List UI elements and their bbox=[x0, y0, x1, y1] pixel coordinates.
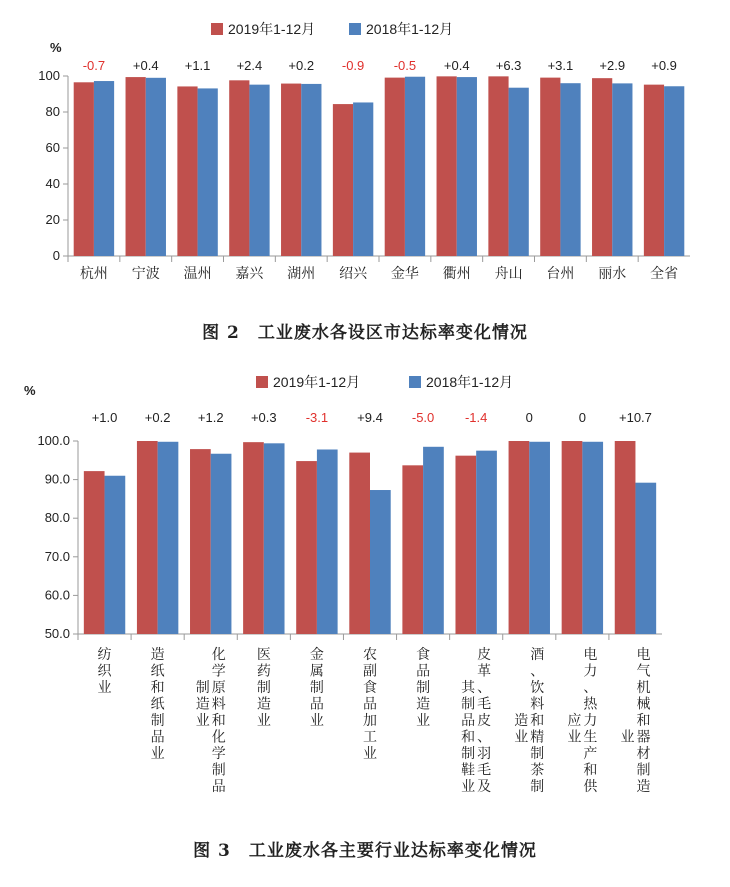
y-tick-label-4: 80 bbox=[45, 104, 60, 119]
y-tick-label-0: 0 bbox=[52, 248, 60, 263]
legend-label-2: 2018年1-12月 bbox=[366, 21, 454, 37]
y-axis-unit: % bbox=[24, 383, 36, 398]
y-tick-label-2: 70.0 bbox=[44, 548, 70, 564]
chart-wastewater-by-industry bbox=[0, 360, 730, 860]
data-label-9: +3.1 bbox=[547, 58, 574, 73]
data-label-0: +1.0 bbox=[91, 410, 118, 425]
bar-s2-1 bbox=[158, 442, 179, 634]
x-tick-label-4-col0: 金属制品业 bbox=[309, 647, 324, 729]
x-tick-label-1: 宁波 bbox=[131, 266, 160, 282]
bar-s2-0 bbox=[105, 476, 126, 634]
bar-s2-0 bbox=[94, 81, 114, 256]
x-tick-label-5: 绍兴 bbox=[339, 266, 368, 282]
data-label-2: +1.2 bbox=[197, 410, 224, 425]
data-label-6: -5.0 bbox=[411, 410, 435, 425]
bar-s1-3 bbox=[243, 442, 264, 634]
bar-s1-4 bbox=[296, 461, 317, 634]
data-label-5: -0.9 bbox=[341, 58, 365, 73]
data-label-3: +2.4 bbox=[236, 58, 263, 73]
data-label-5: +9.4 bbox=[357, 410, 383, 425]
bar-s2-4 bbox=[317, 449, 338, 634]
bar-s2-11 bbox=[664, 86, 684, 256]
data-label-3: +0.3 bbox=[250, 410, 277, 425]
x-tick-label-5-col0: 农副食品加工业 bbox=[363, 647, 377, 762]
x-tick-label-8: 舟山 bbox=[494, 266, 523, 282]
bar-s1-0 bbox=[74, 82, 94, 256]
x-tick-label-6-col0: 食品制造业 bbox=[416, 647, 431, 729]
data-label-4: -3.1 bbox=[305, 410, 329, 425]
data-label-8: 0 bbox=[525, 410, 533, 425]
bar-s1-11 bbox=[644, 85, 664, 256]
legend-label-1: 2019年1-12月 bbox=[273, 374, 361, 390]
y-tick-label-1: 20 bbox=[45, 212, 60, 227]
x-tick-label-10-col0: 电气机械和器材制造 bbox=[636, 647, 651, 795]
y-axis-unit: % bbox=[50, 40, 62, 55]
bar-s2-3 bbox=[249, 85, 269, 256]
data-label-8: +6.3 bbox=[495, 58, 522, 73]
bar-s2-5 bbox=[353, 102, 373, 256]
bar-s1-2 bbox=[177, 86, 197, 256]
x-tick-label-10: 丽水 bbox=[598, 266, 627, 282]
x-tick-label-10-col1: 业 bbox=[620, 729, 635, 746]
data-label-11: +0.9 bbox=[651, 58, 677, 73]
y-tick-label-0: 50.0 bbox=[44, 626, 70, 641]
bar-s1-3 bbox=[229, 80, 249, 256]
x-tick-label-2: 温州 bbox=[183, 266, 212, 282]
data-label-10: +10.7 bbox=[619, 410, 652, 425]
data-label-10: +2.9 bbox=[599, 58, 626, 73]
x-tick-label-9-col1: 应业 bbox=[567, 713, 582, 746]
bar-s2-3 bbox=[264, 443, 285, 634]
bar-s1-4 bbox=[281, 84, 301, 256]
x-tick-label-11: 全省 bbox=[650, 266, 679, 282]
bar-s2-8 bbox=[529, 442, 550, 634]
x-tick-label-9: 台州 bbox=[546, 266, 575, 282]
data-label-1: +0.2 bbox=[144, 410, 171, 425]
bar-s2-2 bbox=[198, 88, 218, 256]
bar-s1-9 bbox=[562, 441, 583, 634]
legend-swatch-1 bbox=[256, 376, 268, 388]
y-tick-label-3: 60 bbox=[45, 140, 60, 155]
data-label-1: +0.4 bbox=[132, 58, 159, 73]
data-label-0: -0.7 bbox=[82, 58, 106, 73]
bar-s2-1 bbox=[146, 78, 166, 256]
bar-s2-9 bbox=[560, 83, 580, 256]
x-tick-label-3: 嘉兴 bbox=[235, 266, 264, 282]
y-tick-label-5: 100 bbox=[38, 68, 60, 83]
bar-s2-10 bbox=[612, 83, 632, 256]
legend-swatch-2 bbox=[409, 376, 421, 388]
bar-s1-9 bbox=[540, 78, 560, 256]
x-tick-label-0-col0: 纺织业 bbox=[97, 647, 112, 696]
bar-s2-2 bbox=[211, 454, 232, 634]
bar-s1-5 bbox=[333, 104, 353, 256]
bar-s2-8 bbox=[509, 88, 529, 256]
bar-s1-1 bbox=[126, 77, 146, 256]
y-tick-label-4: 90.0 bbox=[44, 471, 70, 487]
data-label-7: -1.4 bbox=[464, 410, 488, 425]
bar-s1-5 bbox=[349, 453, 370, 634]
bar-s1-7 bbox=[455, 456, 476, 634]
x-tick-label-3-col0: 医药制造业 bbox=[256, 647, 271, 729]
data-label-7: +0.4 bbox=[443, 58, 470, 73]
y-tick-label-1: 60.0 bbox=[44, 587, 70, 603]
legend-label-2: 2018年1-12月 bbox=[426, 374, 514, 390]
x-tick-label-6: 金华 bbox=[390, 266, 419, 282]
legend-label-1: 2019年1-12月 bbox=[228, 21, 316, 37]
bar-s2-4 bbox=[301, 84, 321, 256]
bar-s2-6 bbox=[405, 77, 425, 256]
data-label-9: 0 bbox=[578, 410, 586, 425]
x-tick-label-8-col1: 造业 bbox=[514, 713, 529, 746]
bar-s1-10 bbox=[615, 441, 636, 634]
bar-s1-6 bbox=[402, 465, 423, 634]
y-tick-label-5: 100.0 bbox=[37, 433, 70, 448]
y-tick-label-2: 40 bbox=[45, 176, 60, 191]
figure-2-caption: 图 2 工业废水各设区市达标率变化情况 bbox=[202, 323, 528, 343]
bar-s1-10 bbox=[592, 78, 612, 256]
bar-s1-8 bbox=[488, 76, 508, 256]
bar-s2-9 bbox=[582, 442, 603, 634]
bar-s2-7 bbox=[457, 77, 477, 256]
x-tick-label-1-col0: 造纸和纸制品业 bbox=[150, 647, 165, 762]
bar-s1-2 bbox=[190, 449, 211, 634]
bar-s2-7 bbox=[476, 451, 497, 634]
legend-swatch-1 bbox=[211, 23, 223, 35]
x-tick-label-2-col0: 化学原料和化学制品 bbox=[211, 647, 226, 795]
x-tick-label-0: 杭州 bbox=[79, 266, 108, 282]
data-label-2: +1.1 bbox=[184, 58, 211, 73]
bar-s1-6 bbox=[385, 78, 405, 256]
legend-swatch-2 bbox=[349, 23, 361, 35]
y-tick-label-3: 80.0 bbox=[44, 510, 70, 526]
bar-s2-5 bbox=[370, 490, 391, 634]
x-tick-label-8-col0: 酒、饮料和精制茶制 bbox=[530, 647, 545, 795]
x-tick-label-7: 衢州 bbox=[442, 266, 471, 282]
bar-s1-1 bbox=[137, 441, 158, 634]
figure-3-caption: 图 3 工业废水各主要行业达标率变化情况 bbox=[193, 841, 537, 861]
data-label-4: +0.2 bbox=[288, 58, 315, 73]
x-tick-label-7-col0: 皮革、毛皮、羽毛及 bbox=[477, 647, 492, 795]
data-label-6: -0.5 bbox=[393, 58, 417, 73]
chart-wastewater-by-city bbox=[0, 0, 730, 300]
bar-s2-6 bbox=[423, 447, 444, 634]
x-tick-label-4: 湖州 bbox=[287, 266, 316, 282]
x-tick-label-9-col0: 电力、热力生产和供 bbox=[583, 647, 598, 795]
x-tick-label-2-col1: 制造业 bbox=[195, 680, 210, 729]
bar-s2-10 bbox=[635, 483, 656, 634]
bar-s1-7 bbox=[437, 76, 457, 256]
x-tick-label-7-col1: 其制品和制鞋业 bbox=[461, 680, 476, 795]
bar-s1-8 bbox=[509, 441, 530, 634]
bar-s1-0 bbox=[84, 471, 105, 634]
